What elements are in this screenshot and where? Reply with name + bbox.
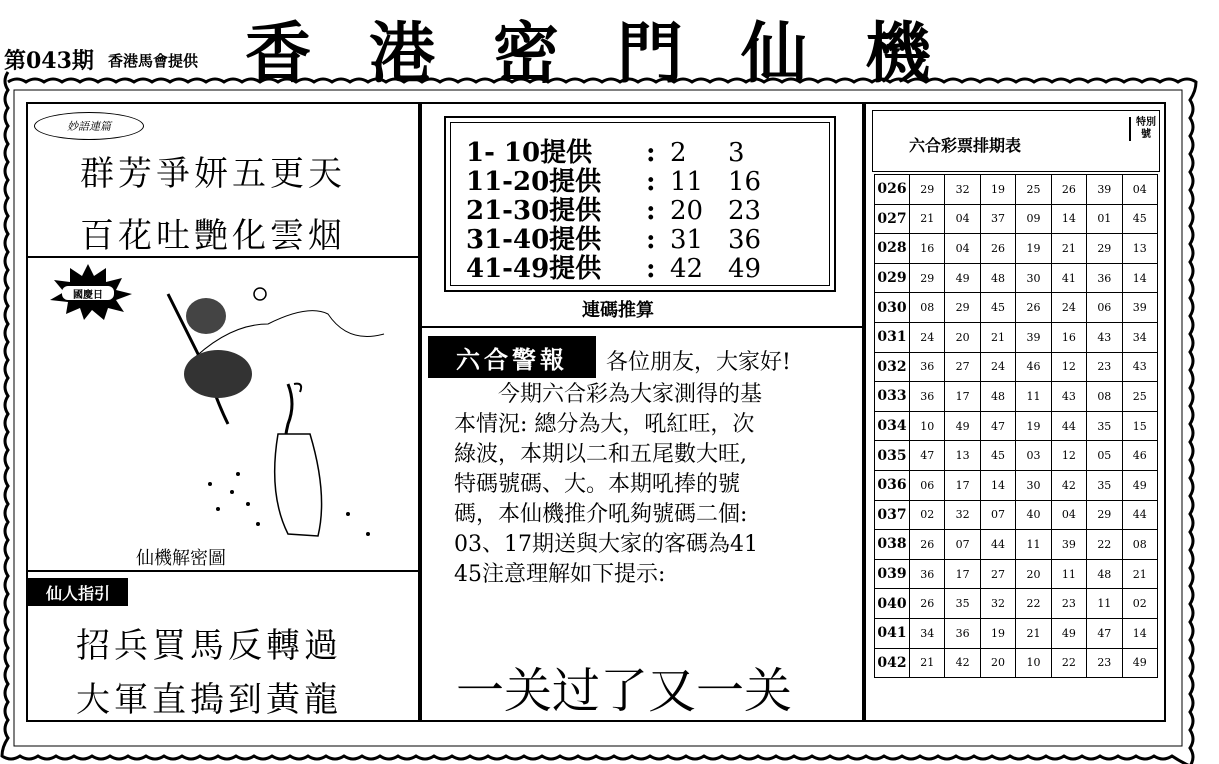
number-cell: 17 [945, 382, 980, 412]
period-cell: 040 [875, 589, 910, 619]
special-number-label: 特別號 [1129, 117, 1157, 141]
number-cell: 41 [1051, 263, 1086, 293]
number-cell: 46 [1016, 352, 1051, 382]
number-cell: 49 [1051, 618, 1086, 648]
number-cell: 43 [1087, 322, 1122, 352]
number-cell: 02 [910, 500, 945, 530]
range-row [466, 190, 762, 226]
number-cell: 11 [1087, 589, 1122, 619]
table-row [875, 352, 1158, 382]
number-cell: 43 [1051, 382, 1086, 412]
table-row [875, 322, 1158, 352]
right-column [864, 102, 1166, 722]
number-cell: 39 [1051, 530, 1086, 560]
number-cell: 24 [910, 322, 945, 352]
paragraph-line: 綠波，本期以二和五尾數大旺, [454, 442, 747, 467]
number-cell: 21 [1122, 559, 1157, 589]
number-cell: 22 [1087, 530, 1122, 560]
divider [28, 256, 418, 258]
period-cell: 039 [875, 559, 910, 589]
range-colon: : [646, 138, 656, 168]
period-cell: 029 [875, 263, 910, 293]
number-cell: 29 [910, 175, 945, 205]
greeting: 各位朋友，大家好! [606, 350, 791, 375]
number-cell: 21 [980, 322, 1015, 352]
number-cell: 05 [1087, 441, 1122, 471]
number-cell: 26 [1051, 175, 1086, 205]
number-cell: 36 [910, 559, 945, 589]
range-row [466, 219, 762, 255]
number-cell: 49 [945, 263, 980, 293]
number-cell: 19 [1016, 234, 1051, 264]
table-header [872, 110, 1160, 172]
table-row [875, 263, 1158, 293]
number-cell: 19 [1016, 411, 1051, 441]
number-cell: 20 [1016, 559, 1051, 589]
number-cell: 47 [910, 441, 945, 471]
number-cell: 04 [1122, 175, 1157, 205]
number-cell: 44 [1122, 500, 1157, 530]
number-cell: 36 [910, 352, 945, 382]
period-cell: 030 [875, 293, 910, 323]
paragraph-line: 碼，本仙機推介吼夠號碼二個: [454, 502, 748, 527]
range-label: 11-20提供 [466, 167, 602, 197]
number-cell: 20 [945, 322, 980, 352]
table-row [875, 559, 1158, 589]
number-cell: 06 [1087, 293, 1122, 323]
range-second-number: 23 [728, 196, 762, 226]
number-cell: 49 [1122, 470, 1157, 500]
number-cell: 24 [1051, 293, 1086, 323]
number-cell: 23 [1051, 589, 1086, 619]
paragraph-line: 本情況: 總分為大，吼紅旺，次 [454, 412, 755, 437]
number-cell: 47 [1087, 618, 1122, 648]
period-cell: 042 [875, 648, 910, 678]
number-cell: 21 [910, 204, 945, 234]
number-cell: 34 [1122, 322, 1157, 352]
period-cell: 033 [875, 382, 910, 412]
table-row [875, 500, 1158, 530]
number-cell: 23 [1087, 648, 1122, 678]
number-cell: 21 [1016, 618, 1051, 648]
ranges-box [444, 116, 836, 292]
provider-label: 香港馬會提供 [108, 52, 199, 70]
number-cell: 42 [945, 648, 980, 678]
paragraph-line: 03、17期送與大家的客碼為41 [454, 532, 758, 557]
number-cell: 04 [945, 204, 980, 234]
period-cell: 032 [875, 352, 910, 382]
range-row [466, 248, 762, 284]
number-cell: 48 [980, 263, 1015, 293]
illustration-image [148, 264, 408, 564]
number-cell: 11 [1016, 530, 1051, 560]
number-cell: 14 [1122, 618, 1157, 648]
alert-tag: 六合警報 [428, 336, 596, 378]
range-second-number: 16 [728, 167, 762, 197]
left-column [26, 102, 420, 722]
table-row [875, 648, 1158, 678]
number-cell: 08 [1087, 382, 1122, 412]
number-cell: 48 [980, 382, 1015, 412]
table-row [875, 441, 1158, 471]
table-row [875, 530, 1158, 560]
table-title: 六合彩票排期表 [909, 136, 1022, 155]
number-cell: 21 [910, 648, 945, 678]
paragraph-line: 45注意理解如下提示: [454, 562, 666, 587]
issue-number: 第043期 [4, 48, 94, 74]
period-cell: 027 [875, 204, 910, 234]
table-row [875, 175, 1158, 205]
number-cell: 17 [945, 559, 980, 589]
paragraph [454, 380, 762, 590]
range-row [466, 132, 761, 168]
number-cell: 45 [980, 293, 1015, 323]
paragraph-line: 特碼號碼、大。本期吼捧的號 [454, 472, 741, 497]
number-cell: 49 [1122, 648, 1157, 678]
image-caption: 仙機解密圖 [136, 548, 226, 569]
number-cell: 02 [1122, 589, 1157, 619]
number-cell: 16 [1051, 322, 1086, 352]
number-cell: 25 [1016, 175, 1051, 205]
period-cell: 036 [875, 470, 910, 500]
number-cell: 19 [980, 175, 1015, 205]
number-cell: 40 [1016, 500, 1051, 530]
period-cell: 041 [875, 618, 910, 648]
number-cell: 15 [1122, 411, 1157, 441]
number-cell: 11 [1016, 382, 1051, 412]
number-cell: 29 [945, 293, 980, 323]
number-cell: 21 [1051, 234, 1086, 264]
poem-line-1: 群芳爭妍五更天 [80, 154, 346, 194]
number-cell: 20 [980, 648, 1015, 678]
poem-line-2: 百花吐艷化雲烟 [80, 216, 346, 256]
number-cell: 45 [1122, 204, 1157, 234]
range-first-number: 31 [670, 225, 704, 255]
number-cell: 39 [1087, 175, 1122, 205]
period-cell: 035 [875, 441, 910, 471]
star-badge-label: 國慶日 [73, 290, 103, 301]
number-cell: 29 [910, 263, 945, 293]
ranges-caption: 連碼推算 [582, 300, 654, 321]
number-cell: 39 [1016, 322, 1051, 352]
table-row [875, 293, 1158, 323]
number-cell: 46 [1122, 441, 1157, 471]
number-cell: 27 [980, 559, 1015, 589]
schedule-table [874, 174, 1158, 678]
number-cell: 34 [910, 618, 945, 648]
number-cell: 35 [1087, 470, 1122, 500]
range-label: 1- 10提供 [466, 138, 593, 168]
number-cell: 36 [1087, 263, 1122, 293]
number-cell: 14 [1051, 204, 1086, 234]
ranges-list [466, 132, 762, 284]
range-label: 31-40提供 [466, 225, 602, 255]
number-cell: 36 [910, 382, 945, 412]
number-cell: 44 [980, 530, 1015, 560]
number-cell: 26 [1016, 293, 1051, 323]
number-cell: 06 [910, 470, 945, 500]
range-label: 21-30提供 [466, 196, 602, 226]
number-cell: 43 [1122, 352, 1157, 382]
poem-bottom-line-1: 招兵買馬反轉過 [76, 626, 342, 666]
number-cell: 08 [1122, 530, 1157, 560]
number-cell: 49 [945, 411, 980, 441]
number-cell: 44 [1051, 411, 1086, 441]
range-second-number: 3 [728, 138, 745, 168]
oval-label: 妙語連篇 [34, 112, 144, 140]
table-row [875, 382, 1158, 412]
number-cell: 26 [910, 530, 945, 560]
divider [28, 570, 418, 572]
table-row [875, 204, 1158, 234]
number-cell: 26 [910, 589, 945, 619]
table-row [875, 470, 1158, 500]
middle-column [420, 102, 864, 722]
range-first-number: 42 [670, 254, 704, 284]
number-cell: 32 [945, 175, 980, 205]
page-title: 香港密門仙機 [245, 14, 989, 92]
number-cell: 23 [1087, 352, 1122, 382]
number-cell: 13 [1122, 234, 1157, 264]
number-cell: 42 [1051, 470, 1086, 500]
number-cell: 12 [1051, 352, 1086, 382]
number-cell: 27 [945, 352, 980, 382]
number-cell: 24 [980, 352, 1015, 382]
number-cell: 07 [980, 500, 1015, 530]
divider [422, 326, 862, 328]
period-cell: 031 [875, 322, 910, 352]
range-first-number: 20 [670, 196, 704, 226]
range-row [466, 161, 762, 197]
number-cell: 04 [945, 234, 980, 264]
number-cell: 35 [945, 589, 980, 619]
number-cell: 32 [980, 589, 1015, 619]
range-colon: : [646, 167, 656, 197]
number-cell: 13 [945, 441, 980, 471]
table-row [875, 589, 1158, 619]
number-cell: 30 [1016, 470, 1051, 500]
range-colon: : [646, 196, 656, 226]
number-cell: 30 [1016, 263, 1051, 293]
number-cell: 01 [1087, 204, 1122, 234]
range-label: 41-49提供 [466, 254, 602, 284]
slogan: 一关过了又一关 [456, 663, 793, 719]
number-cell: 12 [1051, 441, 1086, 471]
number-cell: 16 [910, 234, 945, 264]
number-cell: 39 [1122, 293, 1157, 323]
period-cell: 038 [875, 530, 910, 560]
number-cell: 19 [980, 618, 1015, 648]
guide-tag: 仙人指引 [28, 578, 128, 606]
table-row [875, 618, 1158, 648]
number-cell: 22 [1051, 648, 1086, 678]
range-first-number: 2 [670, 138, 687, 168]
number-cell: 11 [1051, 559, 1086, 589]
range-second-number: 49 [728, 254, 762, 284]
number-cell: 10 [910, 411, 945, 441]
number-cell: 36 [945, 618, 980, 648]
number-cell: 10 [1016, 648, 1051, 678]
poem-bottom-line-2: 大軍直搗到黃龍 [76, 680, 342, 720]
number-cell: 14 [1122, 263, 1157, 293]
period-cell: 037 [875, 500, 910, 530]
number-cell: 03 [1016, 441, 1051, 471]
number-cell: 29 [1087, 500, 1122, 530]
number-cell: 26 [980, 234, 1015, 264]
number-cell: 14 [980, 470, 1015, 500]
number-cell: 25 [1122, 382, 1157, 412]
paragraph-line: 今期六合彩為大家測得的基 [498, 382, 763, 407]
number-cell: 04 [1051, 500, 1086, 530]
number-cell: 08 [910, 293, 945, 323]
number-cell: 47 [980, 411, 1015, 441]
table-row [875, 234, 1158, 264]
number-cell: 32 [945, 500, 980, 530]
range-first-number: 11 [670, 167, 704, 197]
range-colon: : [646, 225, 656, 255]
number-cell: 45 [980, 441, 1015, 471]
number-cell: 09 [1016, 204, 1051, 234]
period-cell: 034 [875, 411, 910, 441]
period-cell: 026 [875, 175, 910, 205]
number-cell: 17 [945, 470, 980, 500]
number-cell: 07 [945, 530, 980, 560]
number-cell: 37 [980, 204, 1015, 234]
range-colon: : [646, 254, 656, 284]
range-second-number: 36 [728, 225, 762, 255]
period-cell: 028 [875, 234, 910, 264]
table-row [875, 411, 1158, 441]
number-cell: 29 [1087, 234, 1122, 264]
number-cell: 22 [1016, 589, 1051, 619]
number-cell: 35 [1087, 411, 1122, 441]
number-cell: 48 [1087, 559, 1122, 589]
